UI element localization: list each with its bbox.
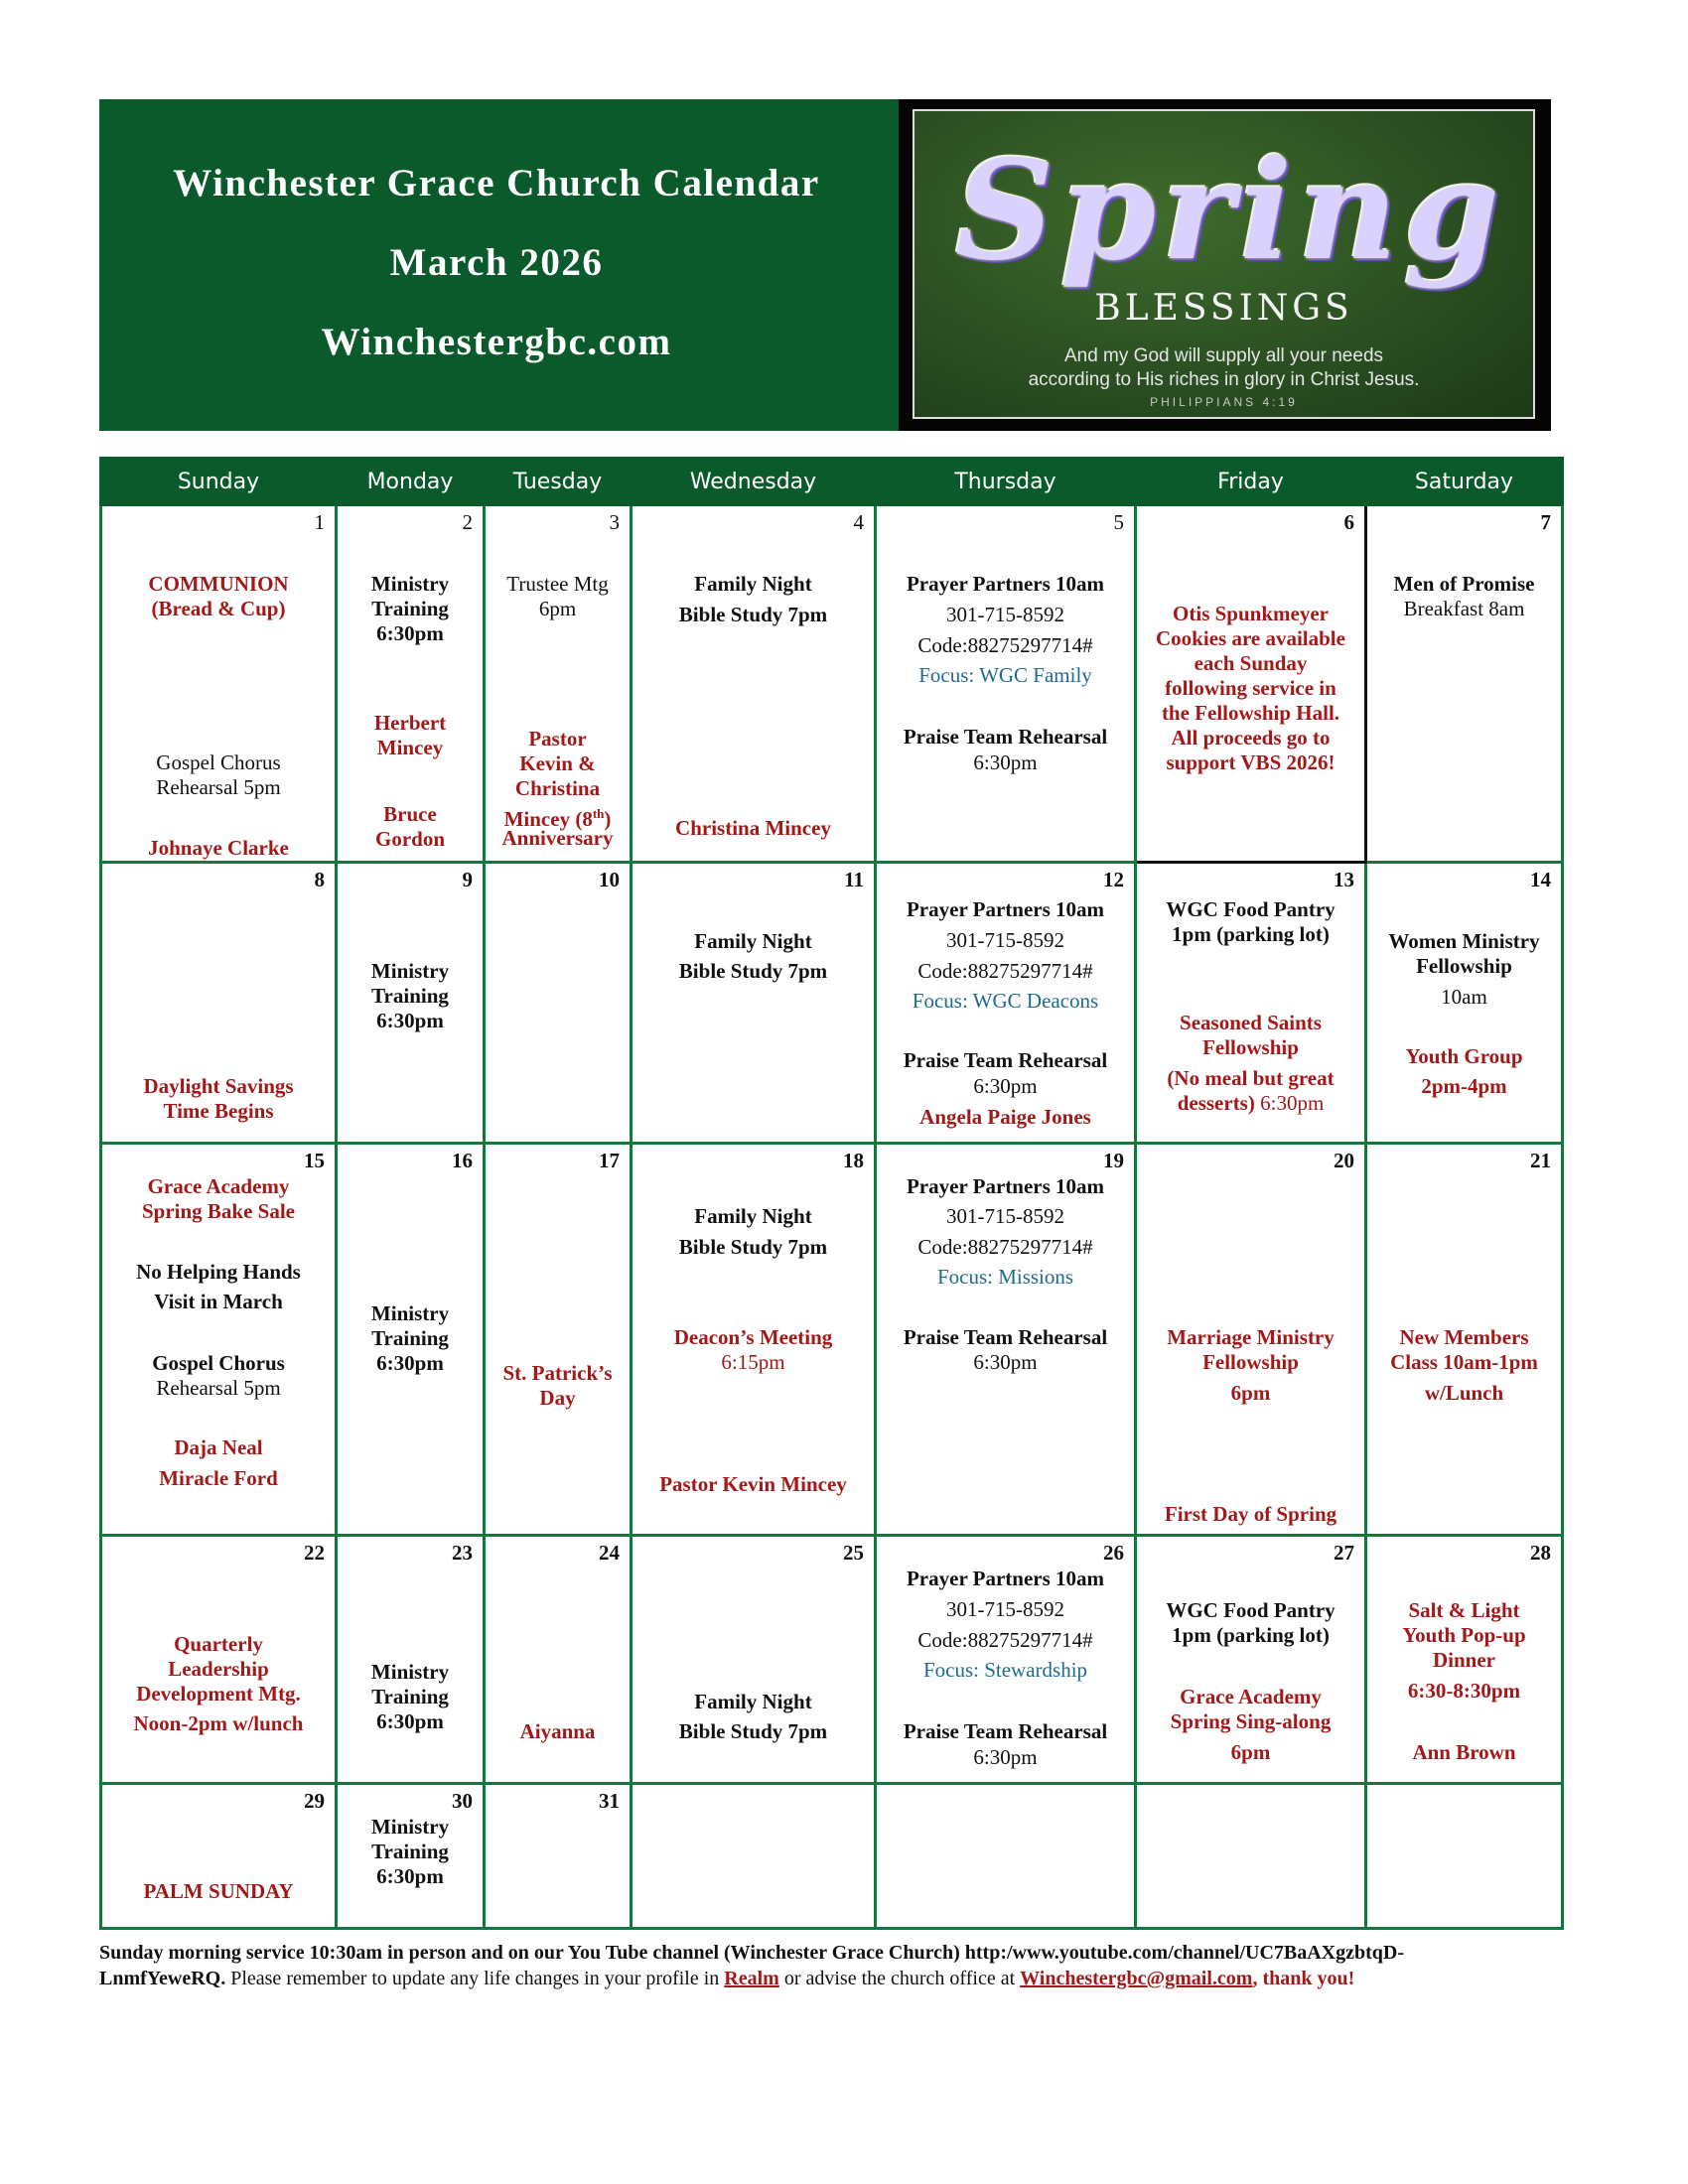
event-text: Development Mtg. [136,1682,301,1706]
event-text: Ministry [370,1301,450,1325]
event-text: Prayer Partners 10am [906,897,1105,921]
email-link[interactable]: Winchestergbc@gmail.com [1020,1968,1253,1989]
event-text: Angela Paige Jones [919,1105,1091,1129]
event-text: Code:88275297714# [917,1628,1093,1652]
footer-office-text: or advise the church office at [778,1968,1021,1989]
day-cell-21 [1366,1144,1563,1536]
day-number: 7 [1540,510,1551,534]
event-text: (No meal but great [1167,1066,1335,1090]
weekday-wednesday: Wednesday [632,459,876,505]
event-text: Marriage Ministry [1167,1325,1335,1349]
focus-text: Focus: Missions [936,1265,1074,1289]
event-text: Bible Study 7pm [678,959,828,983]
day-cell-6 [1136,505,1366,863]
weekday-friday: Friday [1136,459,1366,505]
event-text: Family Night [694,929,812,953]
footer-url-end: LnmfYeweRQ. [99,1968,226,1989]
day-number: 28 [1530,1541,1551,1565]
day-cell-29 [101,1784,337,1929]
event-text: Quarterly [174,1632,263,1656]
day-number: 6 [1343,510,1354,534]
event-text: Time Begins [163,1099,274,1123]
day-number: 4 [853,510,864,534]
day-cell-19 [876,1144,1136,1536]
event-text: Leadership [168,1657,269,1681]
footer-line2 [99,1966,1569,1991]
event-text: Training [371,1840,449,1863]
event-text: 6:30pm [376,1351,444,1375]
event-text: Praise Team Rehearsal [903,1048,1108,1072]
day-number: 27 [1334,1541,1354,1565]
week-row-2 [101,863,1563,1144]
event-text: Praise Team Rehearsal [903,1325,1108,1349]
banner-subtitle: BLESSINGS [1094,288,1353,329]
event-text: Gospel Chorus [152,1351,285,1375]
event-text: Code:88275297714# [917,959,1093,983]
event-text: Prayer Partners 10am [906,1567,1105,1590]
event-text: Training [371,984,449,1008]
event-text: Women Ministry [1388,929,1540,953]
event-text: Trustee Mtg [506,572,609,596]
event-text: WGC Food Pantry [1166,897,1336,921]
day-cell-4 [632,505,876,863]
event-text: 6:30pm [973,751,1038,774]
event-text: Aiyanna [519,1719,596,1743]
weekday-header-row [101,459,1563,505]
event-text: Spring Bake Sale [141,1199,296,1223]
event-time: 6:30pm [1260,1091,1325,1115]
day-cell-17 [485,1144,632,1536]
page-title: Winchester Grace Church Calendar [173,162,820,205]
week-row-3 [101,1144,1563,1536]
weekday-monday: Monday [337,459,485,505]
event-text: Gordon [374,827,445,851]
event-text: 6pm [1230,1381,1271,1405]
day-number: 29 [304,1789,325,1813]
calendar-grid [99,457,1561,1930]
day-cell-2 [337,505,485,863]
event-text: Otis Spunkmeyer [1173,602,1329,625]
day-number: 24 [599,1541,620,1565]
day-number: 3 [609,510,620,534]
event-text: 6:30pm [376,621,444,645]
focus-text: Focus: WGC Deacons [912,989,1099,1013]
weekday-thursday: Thursday [876,459,1136,505]
event-text: Ministry [370,1815,450,1839]
day-cell-16 [337,1144,485,1536]
event-text: WGC Food Pantry [1166,1598,1336,1622]
superscript: th [592,806,605,821]
day-cell-12 [876,863,1136,1144]
event-text: Daja Neal [174,1435,263,1459]
event-text: Kevin & [519,751,596,775]
event-text: PALM SUNDAY [143,1879,294,1903]
event-text: Bible Study 7pm [678,1235,828,1259]
event-text: Class 10am-1pm [1390,1350,1538,1374]
day-number: 19 [1103,1149,1124,1172]
event-text [1137,1091,1364,1116]
day-cell-7 [1366,505,1563,863]
banner-verse-ref: PHILIPPIANS 4:19 [1150,395,1298,409]
event-text: 6:30pm [973,1745,1038,1769]
event-text: Bible Study 7pm [678,603,828,626]
event-text: New Members [1399,1325,1529,1349]
day-number: 15 [304,1149,325,1172]
event-text: Seasoned Saints [1180,1011,1322,1034]
week-row-5 [101,1784,1563,1929]
weekday-saturday: Saturday [1366,459,1563,505]
event-text: Salt & Light [1408,1598,1520,1622]
event-text: Spring Sing-along [1170,1709,1332,1733]
event-text: Ministry [370,959,450,983]
day-cell-15 [101,1144,337,1536]
calendar-header [99,99,1551,431]
event-text: First Day of Spring [1164,1502,1337,1526]
weekday-sunday: Sunday [101,459,337,505]
event-text: Mincey [376,736,444,759]
realm-link[interactable]: Realm [724,1968,779,1989]
banner-frame [913,109,1535,419]
event-text: Dinner [1433,1648,1495,1672]
banner-verse-line2: according to His riches in glory in Christ Jesus. [1028,369,1420,390]
day-cell-31 [485,1784,632,1929]
event-text: Code:88275297714# [917,1235,1093,1259]
event-text: Family Night [694,572,812,596]
day-number: 26 [1103,1541,1124,1565]
day-cell-3 [485,505,632,863]
day-cell-14 [1366,863,1563,1144]
event-text: Mincey (8 [503,807,593,831]
event-text: 6:30-8:30pm [1407,1679,1521,1703]
empty-cell [632,1784,876,1929]
event-text: Rehearsal 5pm [156,1376,281,1400]
event-text: Herbert [373,711,447,735]
banner-verse-line1: And my God will supply all your needs [1063,345,1384,366]
day-cell-27 [1136,1536,1366,1784]
event-text: each Sunday [1194,651,1308,675]
event-text: Ministry [370,1660,450,1684]
footer-service-text: Sunday morning service 10:30am in person and on our You Tube channel (Winchester Grace Church) http:/www.youtube.com/channel/UC7BaAXgzbtqD- [99,1942,1405,1964]
day-number: 11 [844,868,864,891]
event-text: 301-715-8592 [946,1597,1064,1621]
event-text: following service in [1165,676,1336,700]
event-text: 6pm [1230,1740,1271,1764]
event-text: Fellowship [1202,1035,1299,1059]
event-text: Ministry [370,572,450,596]
event-text: Pastor Kevin Mincey [659,1472,847,1496]
banner-spring-word: Spring [954,129,1506,291]
event-text: Breakfast 8am [1403,597,1525,620]
day-number: 8 [314,868,325,891]
event-text: Training [371,1326,449,1350]
day-cell-26 [876,1536,1136,1784]
event-text: Anniversary [501,826,614,850]
event-text: Noon-2pm w/lunch [133,1711,304,1735]
event-text: 301-715-8592 [946,928,1064,952]
focus-text: Focus: WGC Family [918,663,1092,687]
day-cell-13 [1136,863,1366,1144]
week-row-4 [101,1536,1563,1784]
empty-cell [1136,1784,1366,1929]
event-text: 6pm [538,597,577,620]
day-number: 21 [1530,1149,1551,1172]
day-number: 13 [1334,868,1354,891]
header-title-block [99,99,894,431]
weekday-tuesday: Tuesday [485,459,632,505]
empty-cell [1366,1784,1563,1929]
day-cell-23 [337,1536,485,1784]
event-text: Praise Team Rehearsal [903,725,1108,749]
footer-line1 [99,1940,1569,1966]
event-text: 6:30pm [973,1074,1038,1098]
footer-note [99,1940,1569,1991]
day-cell-30 [337,1784,485,1929]
event-text: 1pm (parking lot) [1172,922,1330,946]
event-text: Visit in March [154,1290,283,1313]
event-text: All proceeds go to [1171,726,1331,750]
event-text: Deacon’s Meeting [673,1325,833,1349]
event-text: Christina Mincey [675,816,831,840]
day-number: 16 [452,1149,473,1172]
day-cell-22 [101,1536,337,1784]
day-number: 14 [1530,868,1551,891]
event-text: Cookies are available [1156,626,1345,650]
event-text: Johnaye Clarke [148,836,289,860]
event-text: Grace Academy [147,1174,290,1198]
day-number: 17 [599,1149,620,1172]
empty-cell [876,1784,1136,1929]
day-cell-11 [632,863,876,1144]
day-cell-25 [632,1536,876,1784]
event-text: 2pm-4pm [1421,1074,1507,1098]
day-cell-18 [632,1144,876,1536]
day-cell-20 [1136,1144,1366,1536]
website-link[interactable]: Winchestergbc.com [321,321,672,363]
event-text: 10am [1441,985,1487,1009]
event-text: Fellowship [1202,1350,1299,1374]
event-text: Christina [514,776,601,800]
event-text: support VBS 2026! [1166,751,1336,774]
footer-thanks: , thank you! [1252,1968,1355,1989]
footer-reminder-text: Please remember to update any life changes in your profile in [225,1968,720,1989]
event-text: 301-715-8592 [946,603,1064,626]
day-number: 10 [599,868,620,891]
event-text: Grace Academy [1180,1685,1322,1708]
event-text: Day [539,1386,576,1410]
day-number: 25 [843,1541,864,1565]
event-text: 6:30pm [973,1350,1038,1374]
event-text: 1pm (parking lot) [1172,1623,1330,1647]
month-title: March 2026 [389,241,604,284]
spring-banner-image [899,99,1551,431]
event-text: Prayer Partners 10am [906,572,1105,596]
event-text: No Helping Hands [136,1260,301,1284]
day-cell-28 [1366,1536,1563,1784]
event-text: Rehearsal 5pm [156,775,281,799]
event-text: w/Lunch [1424,1381,1504,1405]
day-number: 12 [1103,868,1124,891]
event-text: Bruce [383,802,437,826]
event-text: Code:88275297714# [917,633,1093,657]
day-number: 23 [452,1541,473,1565]
event-text: 301-715-8592 [946,1204,1064,1228]
event-text: Gospel Chorus [156,751,281,774]
week-row-1 [101,505,1563,863]
event-text: Ann Brown [1412,1740,1516,1764]
event-text: desserts) [1177,1091,1255,1115]
day-cell-24 [485,1536,632,1784]
event-text: St. Patrick’s [502,1361,613,1385]
event-text: Training [371,1685,449,1708]
day-cell-5 [876,505,1136,863]
day-number: 9 [462,868,473,891]
day-number: 30 [452,1789,473,1813]
event-text: Pastor [528,727,587,751]
day-number: 1 [314,510,325,534]
day-number: 5 [1113,510,1124,534]
day-cell-9 [337,863,485,1144]
event-text: 6:30pm [376,1009,444,1032]
day-number: 20 [1334,1149,1354,1172]
event-time: 6:15pm [721,1350,785,1374]
day-cell-1 [101,505,337,863]
event-text: Training [371,597,449,620]
day-cell-8 [101,863,337,1144]
event-text: Youth Pop-up [1402,1623,1526,1647]
event-text: COMMUNION [148,572,289,596]
event-text: (Bread & Cup) [151,597,286,620]
event-text: Family Night [694,1204,812,1228]
day-number: 31 [599,1789,620,1813]
event-text: Daylight Savings [143,1074,294,1098]
event-text: Bible Study 7pm [678,1719,828,1743]
event-text: Prayer Partners 10am [906,1174,1105,1198]
event-text: ) [604,807,612,831]
day-cell-10 [485,863,632,1144]
event-text: Youth Group [1405,1044,1523,1068]
day-number: 18 [843,1149,864,1172]
event-text: the Fellowship Hall. [1161,701,1340,725]
event-text: Family Night [694,1690,812,1713]
focus-text: Focus: Stewardship [922,1658,1088,1682]
event-text: 6:30pm [376,1709,444,1733]
day-number: 2 [462,510,473,534]
event-text: Fellowship [1416,954,1512,978]
event-text: Miracle Ford [159,1466,278,1490]
day-number: 22 [304,1541,325,1565]
event-text: Praise Team Rehearsal [903,1719,1108,1743]
event-text: 6:30pm [376,1864,444,1888]
event-text: Men of Promise [1393,572,1535,596]
